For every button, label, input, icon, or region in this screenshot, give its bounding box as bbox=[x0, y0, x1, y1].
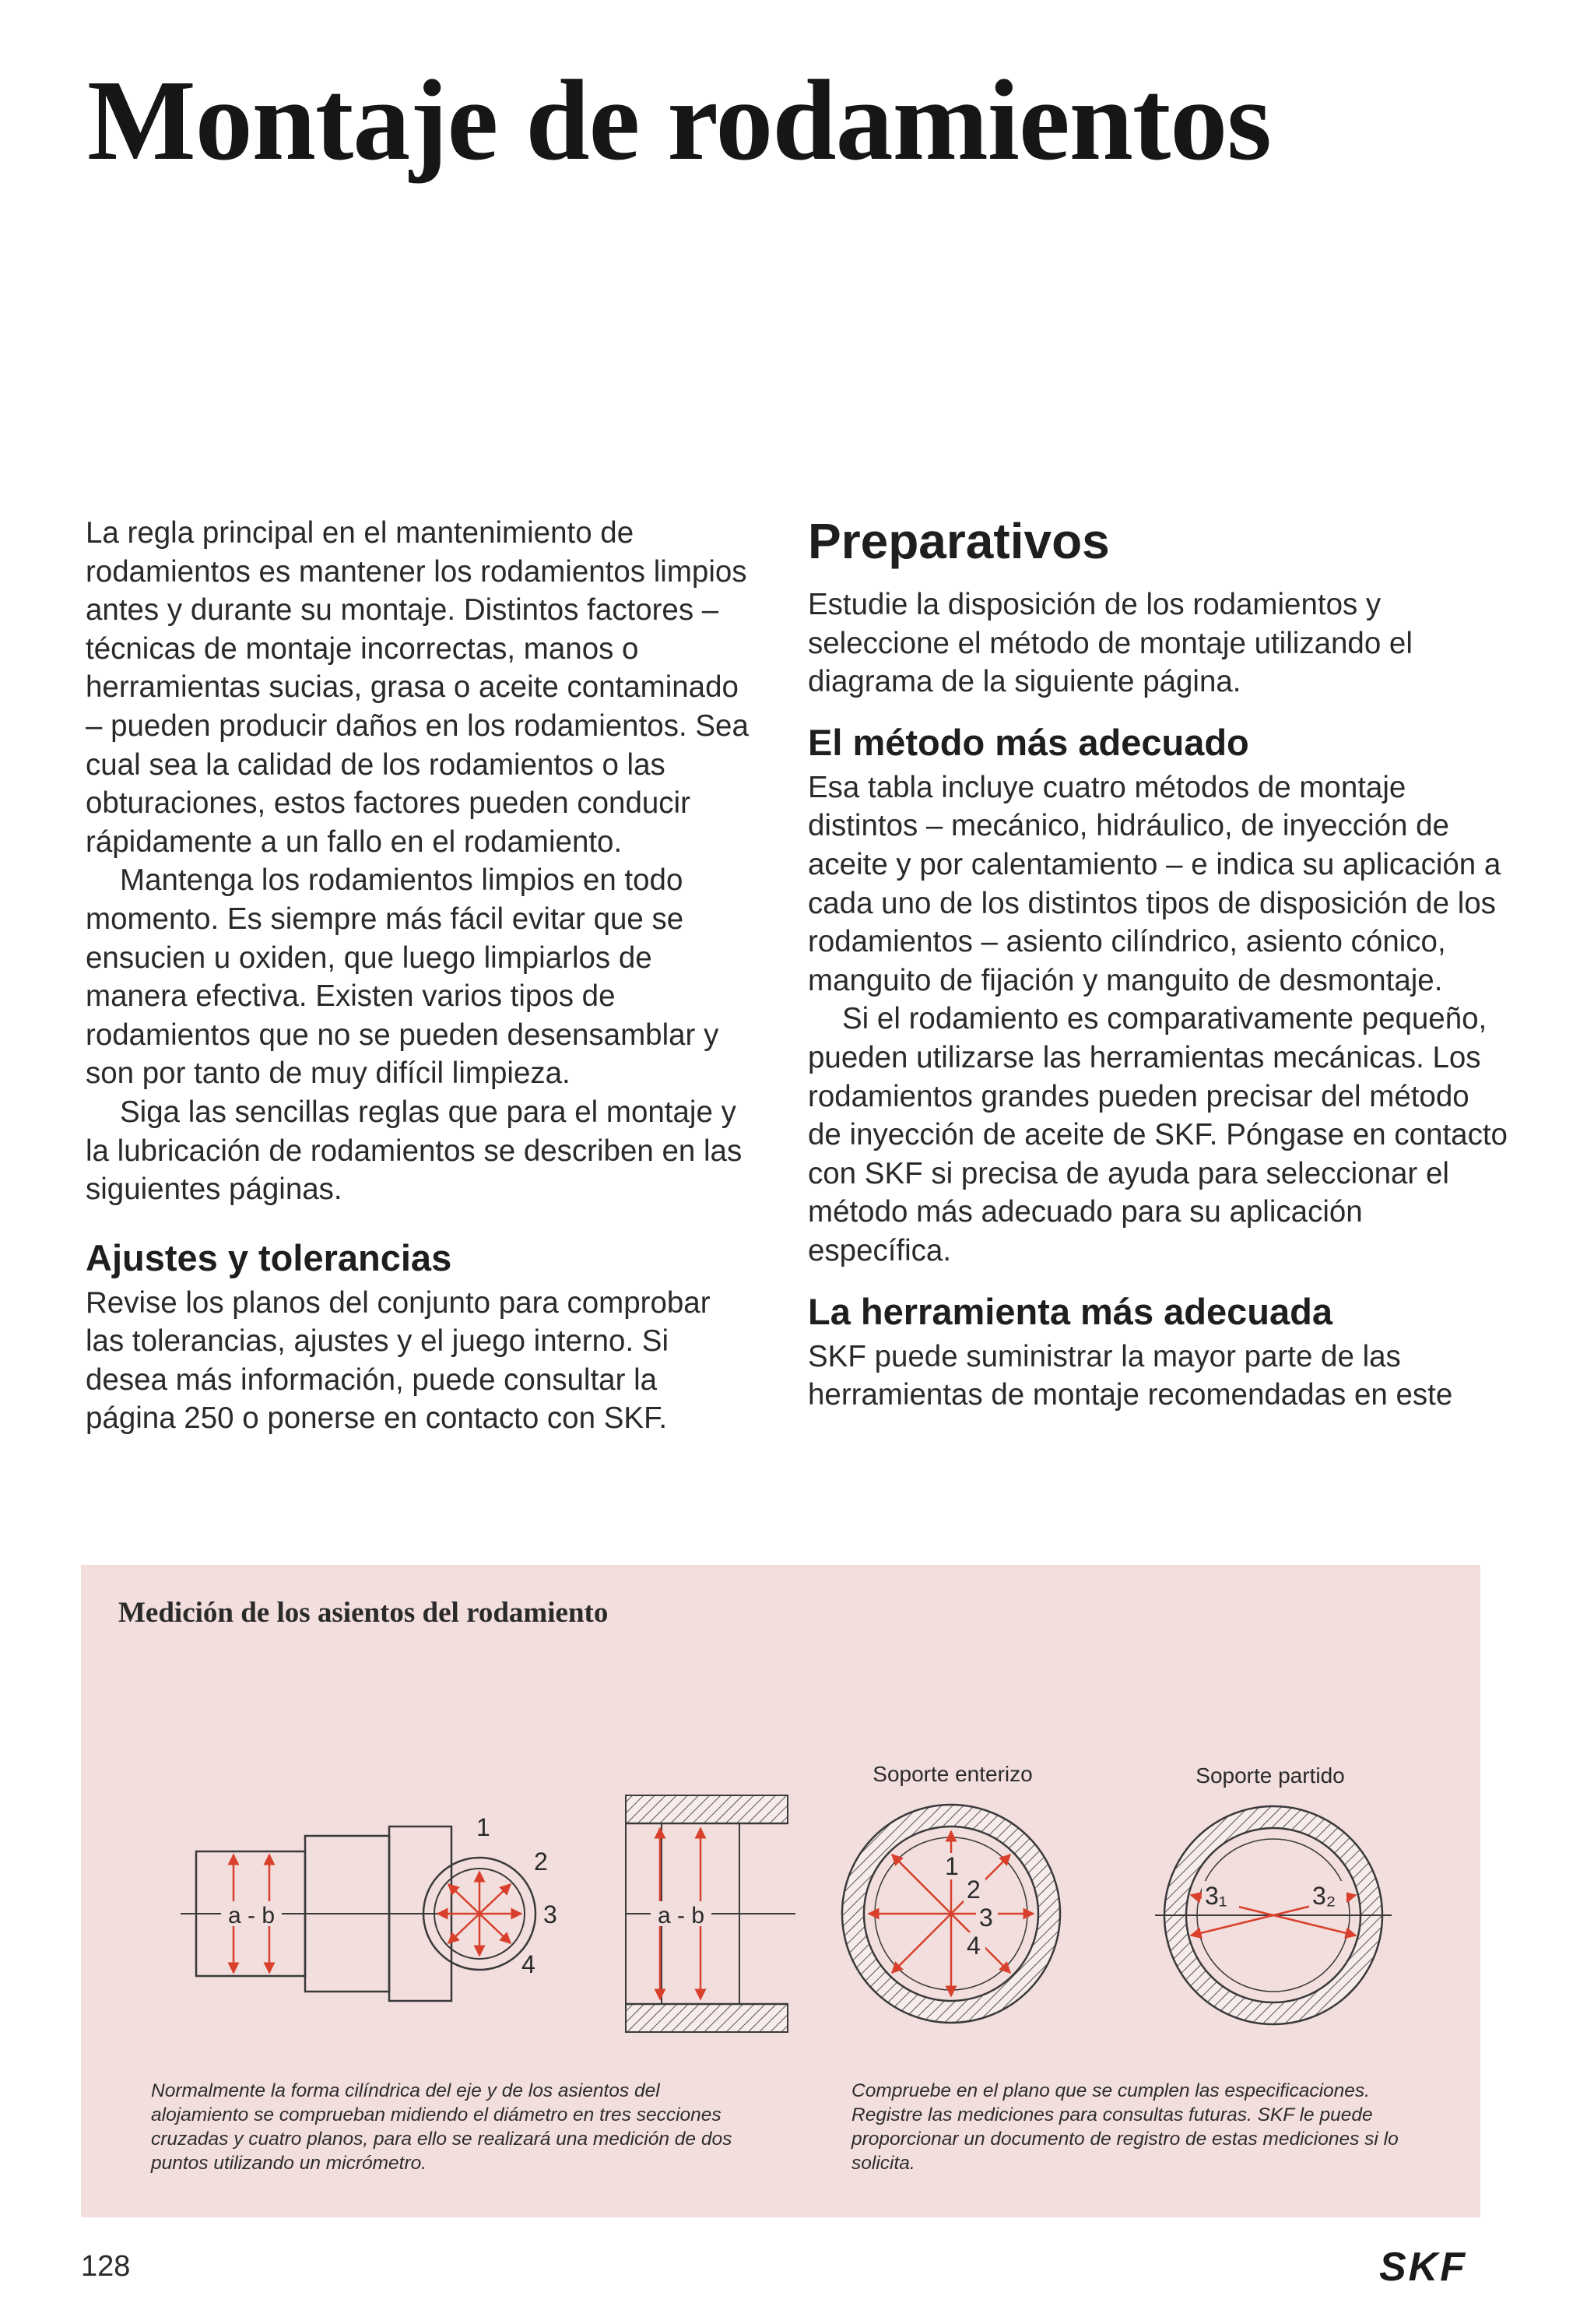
tool-heading: La herramienta más adecuada bbox=[808, 1290, 1332, 1332]
right-column bbox=[808, 514, 1508, 1415]
solid-housing-label: Soporte enterizo bbox=[872, 1762, 1033, 1786]
clean-paragraph: Mantenga los rodamientos limpios en todo momento. Es siempre más fácil evitar que se ensucien u oxiden, que luego limpiarlos de manera efectiva. Existen varios tipos de rodamientos que no se pueden desensamblar y son por tanto de muy difícil limpieza. bbox=[86, 863, 719, 1091]
housing-dim-label: a - b bbox=[657, 1903, 705, 1928]
intro-paragraph: La regla principal en el mantenimiento de rodamientos es mantener los rodamientos limpios antes y durante su montaje. Distintos factores – técnicas de montaje incorrectas, manos o herramientas sucias, grasa o aceite contaminado – pueden producir daños en los rodamientos. Sea cual sea la calidad de los rodamientos o las obturaciones, estos factores pueden conducir rápidamente a un fallo en el rodamiento. bbox=[86, 516, 749, 859]
method-size-paragraph: Si el rodamiento es comparativamente pequeño, pueden utilizarse las herramientas mecánicas. Los rodamientos grandes pueden precisar del método de inyección de aceite de SKF. Póngase en contacto con SKF si precisa de ayuda para seleccionar el método más adecuado para su aplicación específica. bbox=[808, 1002, 1508, 1267]
skf-logo: SKF bbox=[1379, 2245, 1467, 2290]
point-label-2: 2 bbox=[534, 1848, 548, 1876]
method-heading: El método más adecuado bbox=[808, 721, 1249, 763]
solid-point-label-3: 3 bbox=[979, 1904, 993, 1932]
rules-paragraph: Siga las sencillas reglas que para el montaje y la lubricación de rodamientos se describen en las siguientes páginas. bbox=[86, 1095, 743, 1207]
left-column bbox=[86, 514, 755, 1438]
figure-title: Medición de los asientos del rodamiento bbox=[118, 1597, 609, 1629]
section-heading: Preparativos bbox=[808, 513, 1110, 569]
solid-point-label-1: 1 bbox=[945, 1852, 959, 1880]
shaft-dim-label: a - b bbox=[227, 1903, 276, 1928]
split-point-label-32: 3₂ bbox=[1312, 1882, 1336, 1910]
point-label-3: 3 bbox=[543, 1900, 557, 1928]
method-paragraph: Esa tabla incluye cuatro métodos de montaje distintos – mecánico, hidráulico, de inyección de aceite y por calentamiento – e indica su aplicación a cada uno de los distintos tipos de disposición de los rodamientos – asiento cilíndrico, asiento cónico, manguito de fijación y manguito de desmontaje. bbox=[808, 770, 1501, 997]
shaft-drawing bbox=[181, 1827, 462, 2001]
solid-point-label-2: 2 bbox=[967, 1876, 981, 1904]
split-point-label-31: 3₁ bbox=[1205, 1882, 1227, 1910]
page-number: 128 bbox=[81, 2250, 131, 2283]
point-label-4: 4 bbox=[521, 1950, 535, 1978]
preparation-paragraph: Estudie la disposición de los rodamientos y seleccione el método de montaje utilizando el diagrama de la siguiente página. bbox=[808, 588, 1413, 699]
point-label-1: 1 bbox=[476, 1813, 490, 1841]
housing-drawing bbox=[626, 1795, 795, 2032]
figure-note-left: Normalmente la forma cilíndrica del eje y de los asientos del alojamiento se comprueban midiendo el diámetro en tres secciones cruzadas y cuatro planos, para ello se realizará una medición de dos puntos utilizando un micrómetro. bbox=[151, 2080, 732, 2174]
tool-paragraph: SKF puede suministrar la mayor parte de las herramientas de montaje recomendadas en este bbox=[808, 1339, 1453, 1412]
page-title: Montaje de rodamientos bbox=[87, 57, 1271, 185]
fits-heading: Ajustes y tolerancias bbox=[86, 1236, 452, 1278]
shaft-section-drawing bbox=[423, 1813, 557, 1978]
split-housing-drawing bbox=[1155, 1806, 1392, 2024]
figure-note-right: Compruebe en el plano que se cumplen las especificaciones. Registre las mediciones para consultas futuras. SKF le puede proporcionar un documento de registro de estas mediciones si lo solicita. bbox=[851, 2080, 1399, 2174]
split-housing-label: Soporte partido bbox=[1196, 1763, 1345, 1788]
solid-point-label-4: 4 bbox=[967, 1932, 981, 1960]
fits-paragraph: Revise los planos del conjunto para comprobar las tolerancias, ajustes y el juego interno. Si desea más información, puede consultar la página 250 o ponerse en contacto con SKF. bbox=[86, 1285, 711, 1436]
measurement-figure bbox=[81, 1565, 1480, 2217]
solid-housing-drawing bbox=[842, 1805, 1060, 2023]
